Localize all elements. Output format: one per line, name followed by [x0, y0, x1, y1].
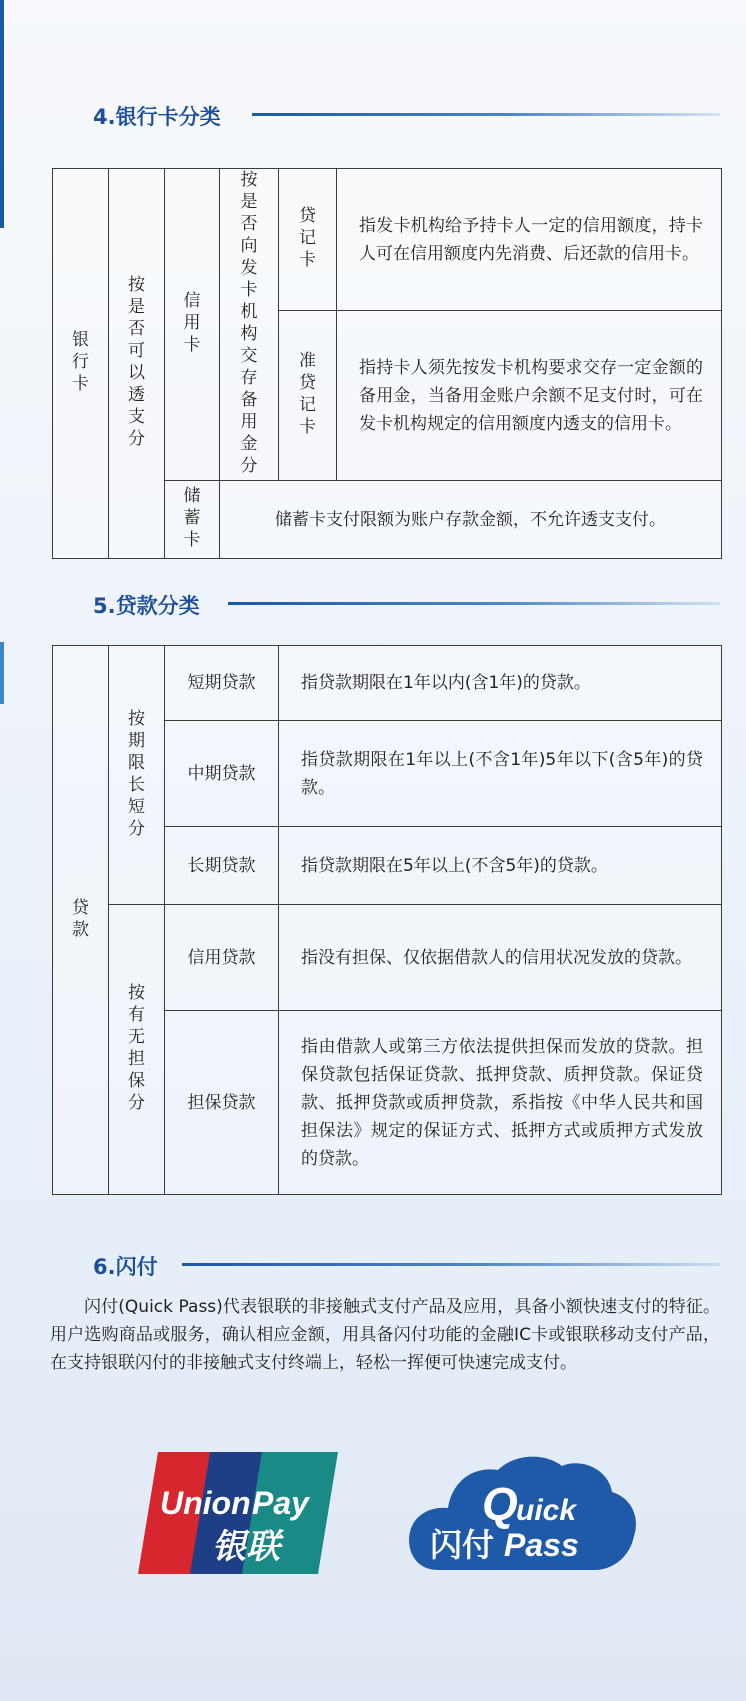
loan-classification-table	[52, 645, 722, 1195]
guaranteed-loan-desc: 指由借款人或第三方依法提供担保而发放的贷款。担保贷款包括保证贷款、抵押贷款、质押贷款。保证贷款、抵押贷款或质押贷款，系指按《中华人民共和国担保法》规定的保证方式、抵押方式或质押方式发放的贷款。	[279, 1011, 722, 1195]
loan-guarantee-dimension-cell: 按有无担保分	[109, 905, 165, 1195]
title-line-card	[252, 113, 720, 116]
title-line-loan	[228, 602, 720, 605]
card-dimension-cell: 按是否可以透支分	[109, 169, 165, 559]
unionpay-text-pay: Pay	[252, 1485, 309, 1521]
quickpass-logo	[404, 1448, 640, 1576]
quasi-credit-card-label: 准贷记卡	[279, 311, 337, 481]
quickpass-text-pass: Pass	[504, 1527, 579, 1563]
unionpay-text-union: Union	[160, 1485, 251, 1521]
card-root-cell: 银行卡	[53, 169, 109, 559]
debit-card-cell: 储蓄卡	[165, 481, 220, 559]
long-term-loan-label: 长期贷款	[165, 827, 279, 905]
edge-bar-top	[0, 0, 4, 228]
card-classification-table	[52, 168, 722, 559]
unionpay-logo	[136, 1448, 340, 1578]
debit-credit-card-desc: 指发卡机构给予持卡人一定的信用额度，持卡人可在信用额度内先消费、后还款的信用卡。	[337, 169, 722, 311]
quickpass-text-q: Q	[482, 1478, 518, 1530]
credit-card-cell: 信用卡	[165, 169, 220, 481]
section-title-quickpass: 6.闪付	[93, 1255, 158, 1279]
short-term-loan-desc: 指贷款期限在1年以内(含1年)的贷款。	[279, 646, 722, 721]
credit-dimension-cell: 按是否向发卡机构交存备用金分	[220, 169, 279, 481]
unionpay-text-cn: 银联	[212, 1527, 280, 1567]
section-title-loan: 5.贷款分类	[93, 594, 200, 618]
debit-card-desc: 储蓄卡支付限额为账户存款金额，不允许透支支付。	[220, 481, 722, 559]
quickpass-text-cn: 闪付	[430, 1526, 495, 1564]
loan-term-dimension-cell: 按期限长短分	[109, 646, 165, 905]
debit-credit-card-label: 贷记卡	[279, 169, 337, 311]
quickpass-paragraph: 闪付(Quick Pass)代表银联的非接触式支付产品及应用，具备小额快速支付的特征。用户选购商品或服务，确认相应金额，用具备闪付功能的金融IC卡或银联移动支付产品，在支持银联闪付的非接触式支付终端上，轻松一挥便可快速完成支付。	[50, 1297, 720, 1373]
mid-term-loan-label: 中期贷款	[165, 721, 279, 827]
credit-loan-label: 信用贷款	[165, 905, 279, 1011]
mid-term-loan-desc: 指贷款期限在1年以上(不含1年)5年以下(含5年)的贷款。	[279, 721, 722, 827]
title-line-quickpass	[182, 1263, 720, 1266]
long-term-loan-desc: 指贷款期限在5年以上(不含5年)的贷款。	[279, 827, 722, 905]
credit-loan-desc: 指没有担保、仅依据借款人的信用状况发放的贷款。	[279, 905, 722, 1011]
quickpass-text-uick: uick	[516, 1494, 577, 1527]
quasi-credit-card-desc: 指持卡人须先按发卡机构要求交存一定金额的备用金，当备用金账户余额不足支付时，可在发卡机构规定的信用额度内透支的信用卡。	[337, 311, 722, 481]
loan-root-cell: 贷款	[53, 646, 109, 1195]
guaranteed-loan-label: 担保贷款	[165, 1011, 279, 1195]
short-term-loan-label: 短期贷款	[165, 646, 279, 721]
edge-bar-middle	[0, 642, 4, 704]
section-title-card: 4.银行卡分类	[93, 105, 221, 129]
